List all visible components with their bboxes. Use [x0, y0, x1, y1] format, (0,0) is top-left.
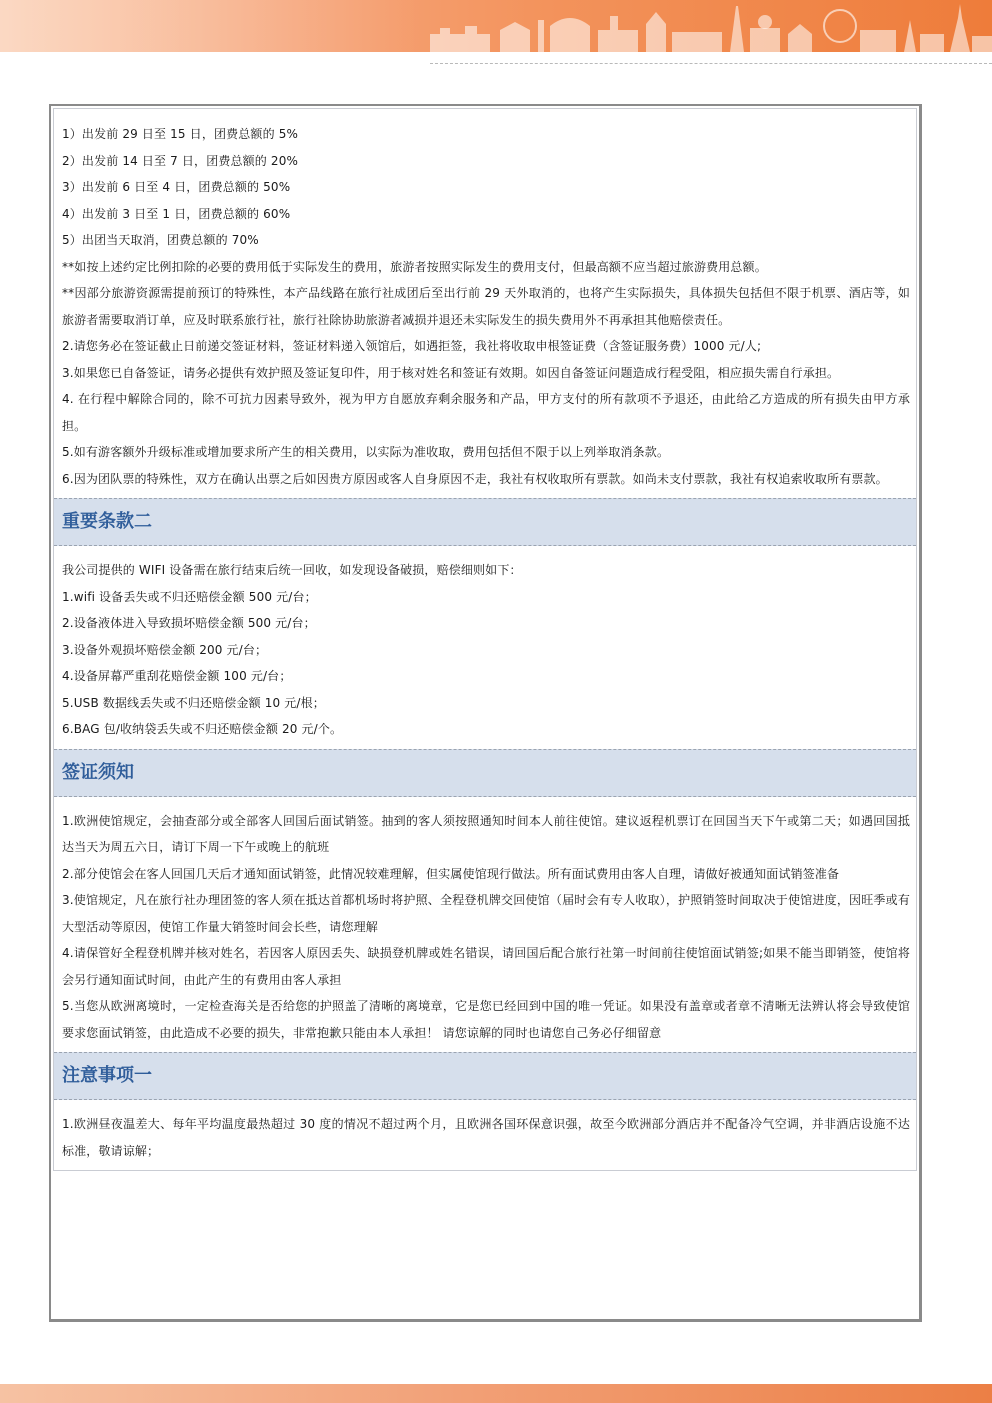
section-title-notice1: 注意事项一	[54, 1052, 916, 1100]
header-fade	[0, 0, 420, 52]
section-title-visa: 签证须知	[54, 749, 916, 797]
cancellation-line: 5.如有游客额外升级标准或增加要求所产生的相关费用，以实际为准收取，费用包括但不限于以上列举取消条款。	[62, 445, 670, 459]
terms2-line: 6.BAG 包/收纳袋丢失或不归还赔偿金额 20 元/个。	[62, 722, 343, 736]
cancellation-line: 4. 在行程中解除合同的，除不可抗力因素导致外，视为甲方自愿放弃剩余服务和产品，甲方支付的所有款项不予退还，由此给乙方造成的所有损失由甲方承担。	[62, 392, 910, 433]
cancellation-line: **如按上述约定比例扣除的必要的费用低于实际发生的费用，旅游者按照实际发生的费用支付，但最高额不应当超过旅游费用总额。	[62, 259, 767, 274]
cancellation-terms	[54, 109, 916, 498]
section-title-terms2: 重要条款二	[54, 498, 916, 546]
cancellation-line: 3.如果您已自备签证，请务必提供有效护照及签证复印件，用于核对姓名和签证有效期。如因自备签证问题造成行程受阻，相应损失需自行承担。	[62, 365, 840, 380]
header-rule	[430, 63, 992, 64]
visa-line: 4.请保管好全程登机牌并核对姓名，若因客人原因丢失、缺损登机牌或姓名错误，请回国后配合旅行社第一时间前往使馆面试销签;如果不能当即销签，使馆将会另行通知面试时间，由此产生的有费用由客人承担	[62, 946, 910, 987]
city-skyline-icon	[420, 0, 992, 52]
cancellation-line: 6.因为团队票的特殊性，双方在确认出票之后如因贵方原因或客人自身原因不走，我社有权收取所有票款。如尚未支付票款，我社有权追索收取所有票款。	[62, 471, 888, 486]
cancellation-line: 2.请您务必在签证截止日前递交签证材料，签证材料递入领馆后，如遇拒签，我社将收取申根签证费（含签证服务费）1000 元/人;	[62, 339, 762, 353]
cancellation-line: 3）出发前 6 日至 4 日，团费总额的 50%	[62, 180, 291, 194]
cancellation-line: 4）出发前 3 日至 1 日，团费总额的 60%	[62, 206, 291, 221]
terms2-line: 4.设备屏幕严重刮花赔偿金额 100 元/台；	[62, 669, 292, 683]
cancellation-line: 1）出发前 29 日至 15 日，团费总额的 5%	[62, 127, 299, 141]
content-table	[53, 108, 917, 1171]
notice1-line: 1.欧洲昼夜温差大、每年平均温度最热超过 30 度的情况不超过两个月，且欧洲各国环保意识强，故至今欧洲部分酒店并不配备冷气空调，并非酒店设施不达标准，敬请谅解；	[62, 1117, 910, 1158]
content-frame	[49, 104, 922, 1322]
cancellation-line: 5）出团当天取消，团费总额的 70%	[62, 233, 259, 247]
terms2-line: 1.wifi 设备丢失或不归还赔偿金额 500 元/台；	[62, 589, 317, 604]
terms2-line: 2.设备液体进入导致损坏赔偿金额 500 元/台；	[62, 616, 316, 630]
notice1-body	[54, 1100, 916, 1170]
terms2-body	[54, 546, 916, 749]
terms2-line: 3.设备外观损坏赔偿金额 200 元/台；	[62, 642, 268, 657]
visa-line: 2.部分使馆会在客人回国几天后才通知面试销签，此情况较难理解，但实属使馆现行做法。所有面试费用由客人自理，请做好被通知面试销签准备	[62, 866, 840, 881]
terms2-line: 5.USB 数据线丢失或不归还赔偿金额 10 元/根；	[62, 695, 325, 710]
terms2-line: 我公司提供的 WIFI 设备需在旅行结束后统一回收，如发现设备破损，赔偿细则如下：	[62, 563, 522, 577]
cancellation-line: 2）出发前 14 日至 7 日，团费总额的 20%	[62, 153, 299, 168]
visa-line: 1.欧洲使馆规定，会抽查部分或全部客人回国后面试销签。抽到的客人须按照通知时间本人前往使馆。建议返程机票订在回国当天下午或第二天；如遇回国抵达当天为周五六日，请订下周一下午或晚上的航班	[62, 813, 910, 854]
visa-line: 5.当您从欧洲离境时，一定检查海关是否给您的护照盖了清晰的离境章，它是您已经回到中国的唯一凭证。如果没有盖章或者章不清晰无法辨认将会导致使馆要求您面试销签，由此造成不必要的损失，非常抱歉只能由本人承担！ 请您谅解的同时也请您自己务必仔细留意	[62, 999, 910, 1040]
visa-line: 3.使馆规定，凡在旅行社办理团签的客人须在抵达首都机场时将护照、全程登机牌交回使馆（届时会有专人收取），护照销签时间取决于使馆进度，因旺季或有大型活动等原因，使馆工作量大销签时间会长些，请您理解	[62, 893, 910, 934]
page-footer	[0, 1384, 992, 1403]
page-header	[0, 0, 992, 64]
visa-body	[54, 797, 916, 1053]
cancellation-line: **因部分旅游资源需提前预订的特殊性，本产品线路在旅行社成团后至出行前 29 天外取消的，也将产生实际损失，具体损失包括但不限于机票、酒店等，如旅游者需要取消订单，应及时联系旅行社，旅行社除协助旅游者减损并退还未实际发生的损失费用外不再承担其他赔偿责任。	[62, 286, 910, 327]
